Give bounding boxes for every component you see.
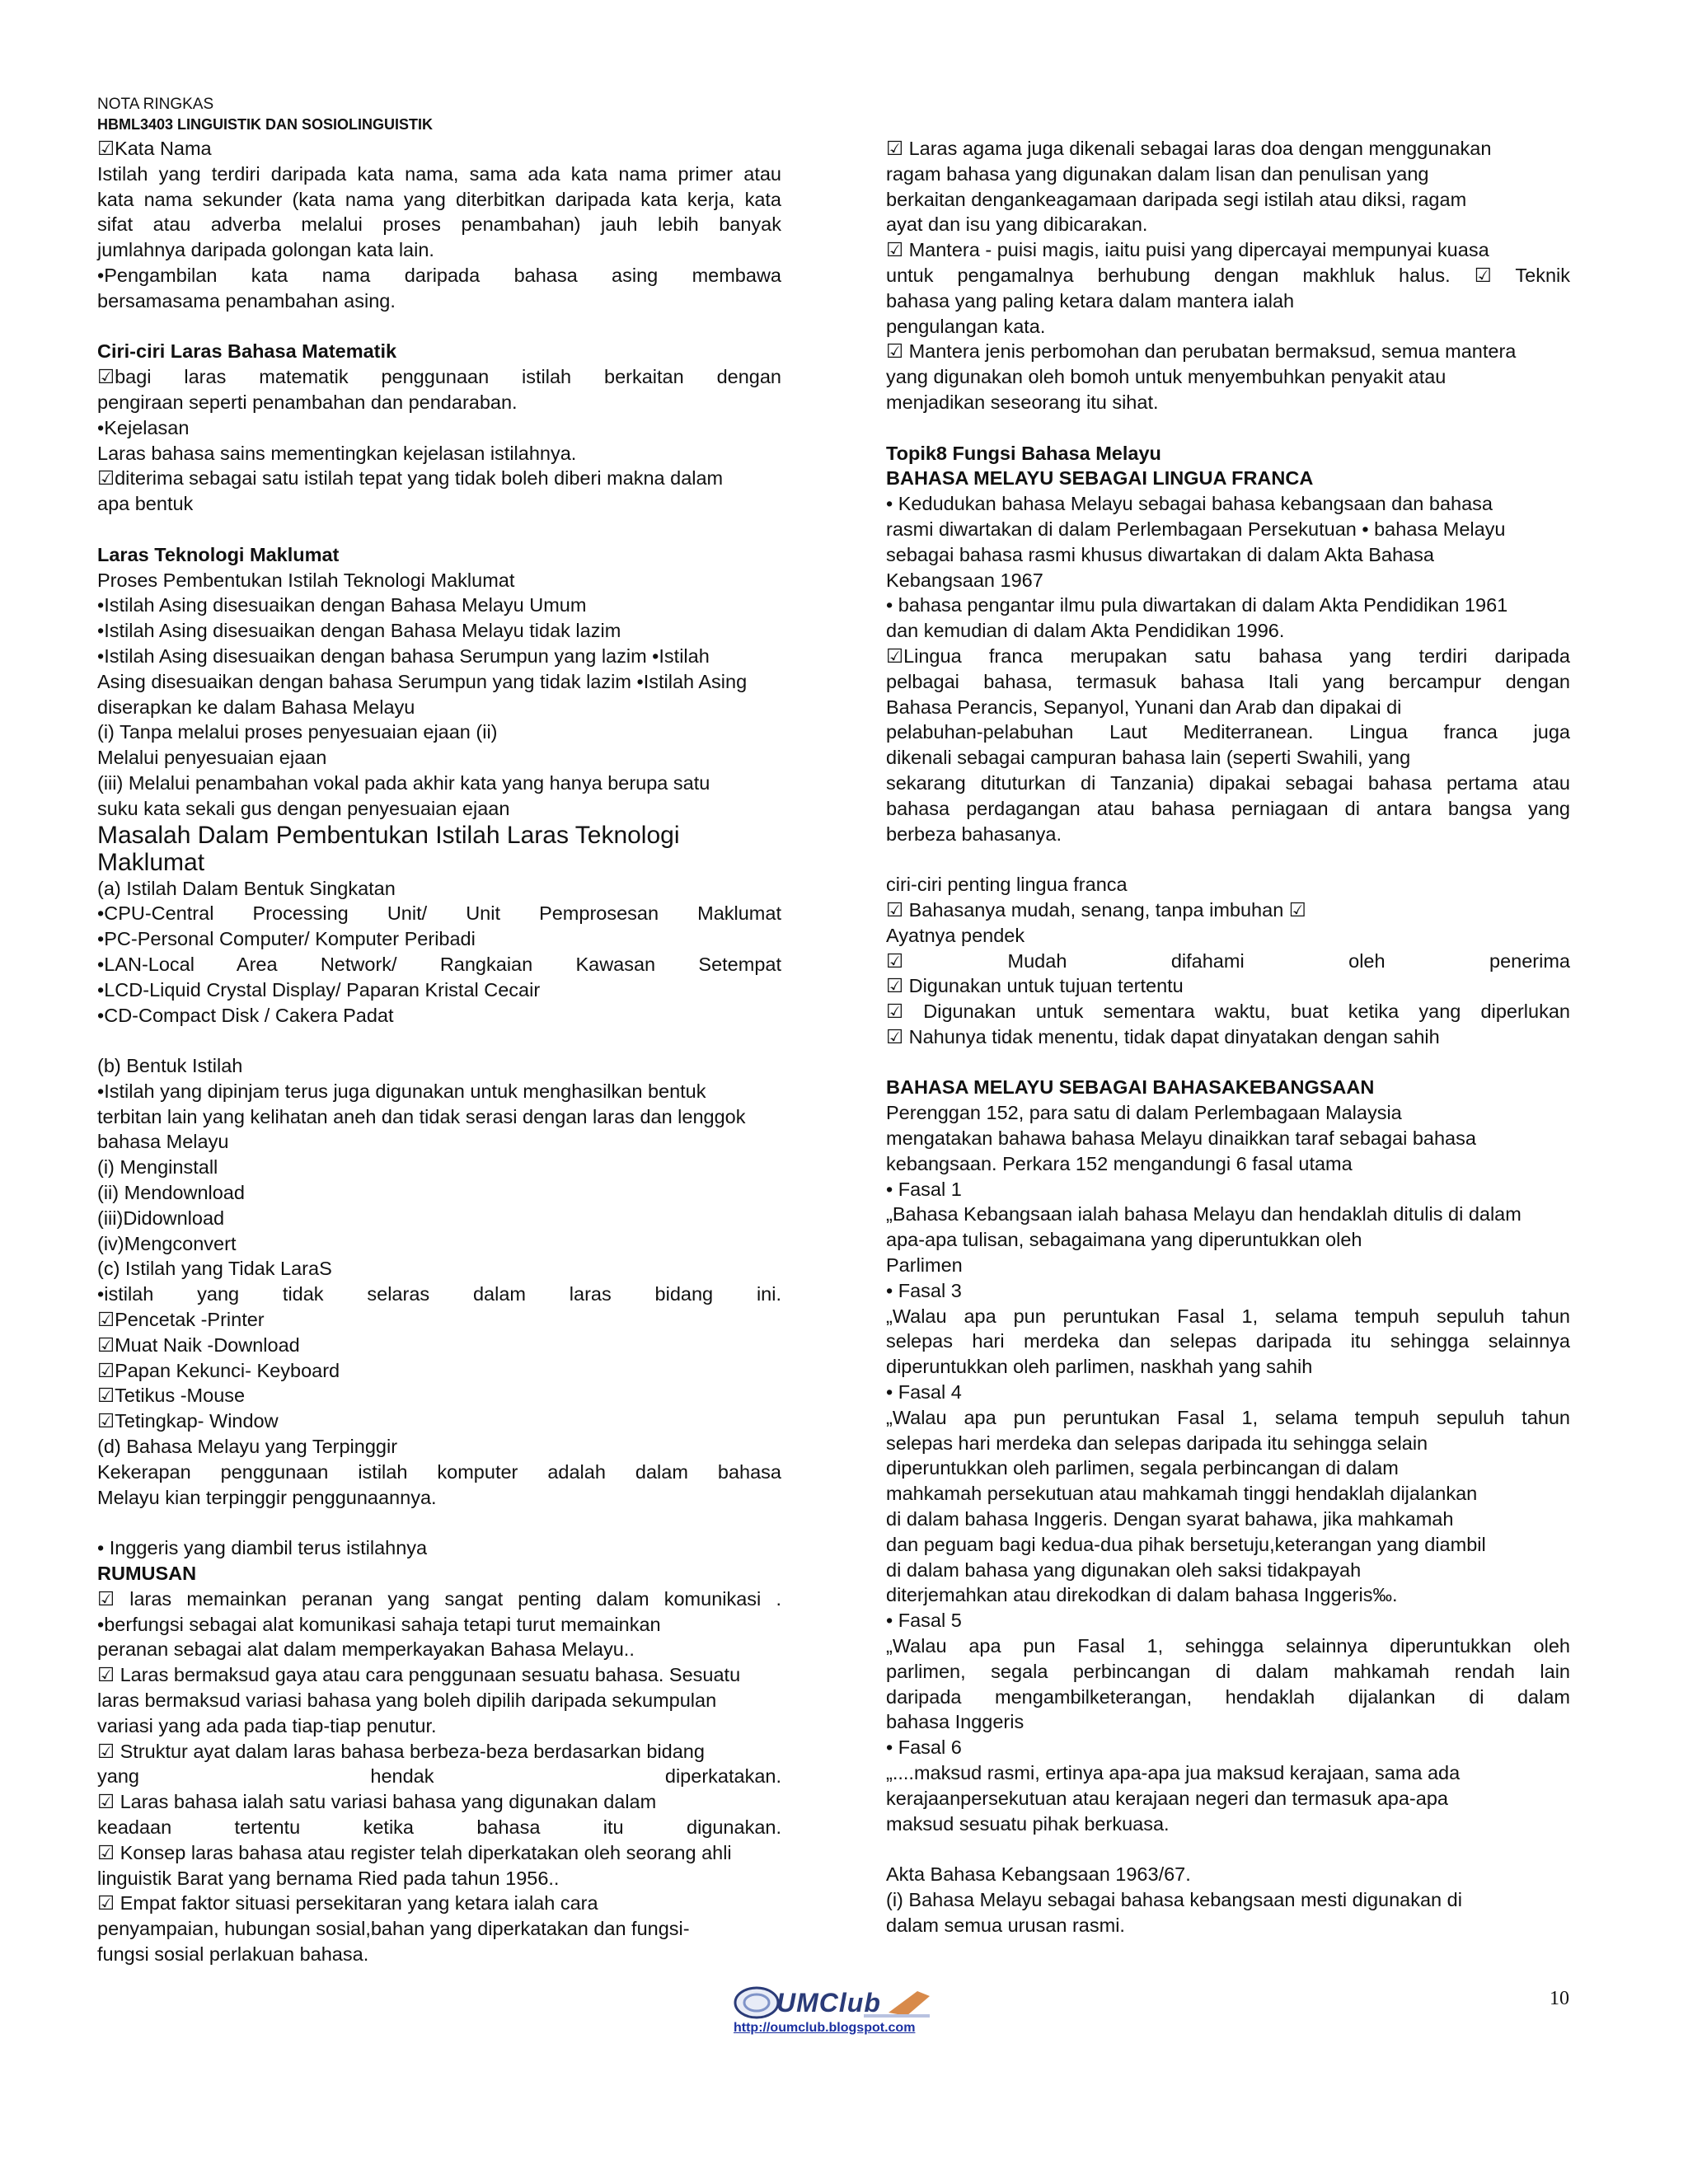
right-line: • Fasal 5 [886,1610,962,1632]
left-line: Laras bahasa sains mementingkan kejelasan istilahnya. [97,442,577,464]
left-line: (iii) Melalui penambahan vokal pada akhir kata yang hanya berupa satu [97,771,710,794]
right-line: „Walau apa pun Fasal 1, sehingga selainnya diperuntukkan oleh [886,1635,1570,1657]
right-line: maksud sesuatu pihak berkuasa. [886,1812,1170,1835]
left-line: ☑diterima sebagai satu istilah tepat yang tidak boleh diberi makna dalam [97,467,724,490]
left-line: •Istilah Asing disesuaikan dengan bahasa Serumpun yang lazim •Istilah [97,644,710,667]
left-line: •Pengambilan kata nama daripada bahasa asing membawa [97,264,781,286]
logo-text: UMClub [776,1988,881,2018]
left-line: ☑Kata Nama [97,138,212,159]
right-line: ☑ Mudah difahami oleh penerima [886,949,1570,972]
doc-title: NOTA RINGKAS [97,96,214,113]
left-line: bahasa Melayu [97,1131,229,1153]
right-line: menjadikan seseorang itu sihat. [886,391,1159,413]
right-line: ciri-ciri penting lingua franca [886,874,1128,896]
left-line: fungsi sosial perlakuan bahasa. [97,1943,369,1965]
left-line: penyampaian, hubungan sosial,bahan yang diperkatakan dan fungsi- [97,1918,690,1940]
left-line: •LAN-Local Area Network/ Rangkaian Kawasan Setempat [97,953,781,975]
right-line: kerajaanpersekutuan atau kerajaan negeri dan termasuk apa-apa [886,1787,1448,1809]
course-title: HBML3403 LINGUISTIK DAN SOSIOLINGUISTIK [97,116,434,133]
right-line [886,415,1570,441]
left-line: Proses Pembentukan Istilah Teknologi Maklumat [97,569,515,591]
right-line: Parlimen [886,1254,963,1277]
right-column [886,136,1570,1938]
right-line: mengatakan bahawa bahasa Melayu dinaikkan taraf sebagai bahasa [886,1127,1476,1150]
left-line: •Istilah yang dipinjam terus juga digunakan untuk menghasilkan bentuk [97,1080,706,1102]
left-line [97,1028,781,1053]
left-line: • Inggeris yang diambil terus istilahnya [97,1537,428,1559]
right-line: Akta Bahasa Kebangsaan 1963/67. [886,1863,1191,1886]
right-line: bahasa yang paling ketara dalam mantera ialah [886,289,1295,312]
right-line: pelbagai bahasa, termasuk bahasa Itali yang bercampur dengan [886,670,1570,692]
right-line: • Fasal 3 [886,1279,962,1301]
left-line: •Istilah Asing disesuaikan dengan Bahasa Melayu tidak lazim [97,620,621,642]
right-line: ragam bahasa yang digunakan dalam lisan dan penulisan yang [886,162,1429,185]
left-line [97,517,781,542]
right-line: diperuntukkan oleh parlimen, segala perbincangan di dalam [886,1457,1399,1479]
right-line: Bahasa Perancis, Sepanyol, Yunani dan Arab dan dipakai di [886,696,1402,718]
right-line: „Bahasa Kebangsaan ialah bahasa Melayu dan hendaklah ditulis di dalam [886,1203,1522,1226]
right-line: dikenali sebagai campuran bahasa lain (seperti Swahili, yang [886,747,1411,769]
left-line: ☑bagi laras matematik penggunaan istilah berkaitan dengan [97,366,781,388]
left-line: ☑ Laras bahasa ialah satu variasi bahasa yang digunakan dalam [97,1791,657,1813]
right-line: rasmi diwartakan di dalam Perlembagaan Persekutuan • bahasa Melayu [886,518,1506,540]
left-line: ☑ Struktur ayat dalam laras bahasa berbeza-beza berdasarkan bidang [97,1740,705,1762]
left-line: ☑Tetingkap- Window [97,1410,279,1432]
page-number: 10 [1550,1988,1569,2009]
right-line: ☑ Mantera - puisi magis, iaitu puisi yang dipercayai mempunyai kuasa [886,239,1489,261]
right-line: „Walau apa pun peruntukan Fasal 1, selama tempuh sepuluh tahun [886,1305,1570,1327]
right-line: ☑ Bahasanya mudah, senang, tanpa imbuhan ☑ [886,898,1306,921]
right-line: • Fasal 6 [886,1736,962,1759]
right-line: kebangsaan. Perkara 152 mengandungi 6 fasal utama [886,1152,1353,1174]
right-line: ☑ Digunakan untuk sementara waktu, buat ketika yang diperlukan [886,1001,1570,1023]
right-line: di dalam bahasa yang digunakan oleh saksi tidakpayah [886,1558,1362,1581]
left-line: (d) Bahasa Melayu yang Terpinggir [97,1436,398,1458]
right-line: pengulangan kata. [886,315,1046,337]
left-line: •berfungsi sebagai alat komunikasi sahaja tetapi turut memainkan [97,1613,661,1635]
left-line: •CPU-Central Processing Unit/ Unit Pemprosesan Maklumat [97,902,781,925]
right-line: sekarang dituturkan di Tanzania) dipakai sebagai bahasa pertama atau [886,771,1570,794]
right-line: „....maksud rasmi, ertinya apa-apa jua maksud kerajaan, sama ada [886,1762,1461,1783]
right-line: di dalam bahasa Inggeris. Dengan syarat bahawa, jika mahkamah [886,1508,1454,1530]
left-line: Laras Teknologi Maklumat [97,543,340,565]
right-line: pelabuhan-pelabuhan Laut Mediterranean. Lingua franca juga [886,721,1570,743]
right-line: Perenggan 152, para satu di dalam Perlembagaan Malaysia [886,1102,1402,1124]
right-line: ☑ Digunakan untuk tujuan tertentu [886,975,1184,997]
left-line: sifat atau adverba melalui proses penambahan) jauh lebih banyak [97,213,781,236]
left-line: bersamasama penambahan asing. [97,289,396,312]
left-line: •istilah yang tidak selaras dalam laras bidang ini. [97,1283,781,1305]
left-line: Asing disesuaikan dengan bahasa Serumpun yang tidak lazim •Istilah Asing [97,670,748,692]
right-line: apa-apa tulisan, sebagaimana yang diperuntukkan oleh [886,1229,1362,1251]
right-line: • bahasa pengantar ilmu pula diwartakan di dalam Akta Pendidikan 1961 [886,594,1508,616]
left-line: (b) Bentuk Istilah [97,1055,243,1077]
left-line: diserapkan ke dalam Bahasa Melayu [97,696,415,718]
left-line [97,1510,781,1535]
left-column [97,136,781,1967]
right-line: ☑Lingua franca merupakan satu bahasa yang terdiri daripada [886,644,1570,667]
left-line: laras bermaksud variasi bahasa yang boleh dipilih daripada sekumpulan [97,1690,717,1712]
left-line: ☑Tetikus -Mouse [97,1385,246,1407]
left-line: jumlahnya daripada golongan kata lain. [97,239,434,261]
right-line: • Fasal 4 [886,1381,962,1404]
left-line: (c) Istilah yang Tidak LaraS [97,1258,332,1280]
right-line: • Kedudukan bahasa Melayu sebagai bahasa kebangsaan dan bahasa [886,493,1493,515]
right-line: Topik8 Fungsi Bahasa Melayu [886,442,1161,464]
left-line: kata nama sekunder (kata nama yang diterbitkan daripada kata kerja, kata [97,188,781,210]
right-line: sebagai bahasa rasmi khusus diwartakan di dalam Akta Bahasa [886,543,1434,565]
left-line: (iv)Mengconvert [97,1232,237,1254]
left-line: Melayu kian terpinggir penggunaannya. [97,1486,437,1508]
right-line: diperuntukkan oleh parlimen, naskhah yang sahih [886,1356,1313,1378]
right-line: ☑ Mantera jenis perbomohan dan perubatan bermaksud, semua mantera [886,340,1517,363]
right-line: (i) Bahasa Melayu sebagai bahasa kebangsaan mesti digunakan di [886,1888,1462,1910]
right-line: BAHASA MELAYU SEBAGAI BAHASAKEBANGSAAN [886,1076,1375,1099]
left-line: apa bentuk [97,493,194,515]
left-line: •LCD-Liquid Crystal Display/ Paparan Kristal Cecair [97,978,541,1001]
left-line: yang hendak diperkatakan. [97,1765,781,1788]
right-line: selepas hari merdeka dan selepas daripada itu sehingga selain [886,1432,1428,1454]
right-line: dalam semua urusan rasmi. [886,1914,1125,1936]
right-line: dan peguam bagi kedua-dua pihak bersetuju,keterangan yang diambil [886,1533,1486,1555]
right-line: dan kemudian di dalam Akta Pendidikan 1996. [886,620,1285,642]
left-line: Maklumat [97,848,205,876]
left-line: (a) Istilah Dalam Bentuk Singkatan [97,877,396,899]
left-line: pengiraan seperti penambahan dan pendaraban. [97,391,518,413]
footer [725,1985,973,2042]
right-line: berkaitan dengankeagamaan daripada segi istilah atau diksi, ragam [886,188,1467,210]
left-line: linguistik Barat yang bernama Ried pada tahun 1956.. [97,1867,560,1889]
left-line: •Istilah Asing disesuaikan dengan Bahasa Melayu Umum [97,594,587,616]
left-line: ☑Papan Kekunci- Keyboard [97,1359,340,1381]
left-line: Istilah yang terdiri daripada kata nama, sama ada kata nama primer atau [97,162,781,185]
right-line: daripada mengambilketerangan, hendaklah dijalankan di dalam [886,1685,1570,1708]
left-line: (i) Tanpa melalui proses penyesuaian ejaan (ii) [97,721,498,743]
left-line: ☑Muat Naik -Download [97,1333,300,1356]
page-header [97,94,433,135]
right-line: bahasa perdagangan atau bahasa perniagaan di antara bangsa yang [886,797,1570,819]
left-line: suku kata sekali gus dengan penyesuaian ejaan [97,797,510,819]
left-line: (ii) Mendownload [97,1182,245,1204]
right-line: ☑ Laras agama juga dikenali sebagai laras doa dengan menggunakan [886,138,1492,159]
right-line [886,846,1570,872]
right-line [886,1836,1570,1862]
right-line: mahkamah persekutuan atau mahkamah tinggi hendaklah dijalankan [886,1483,1478,1505]
right-line: „Walau apa pun peruntukan Fasal 1, selama tempuh sepuluh tahun [886,1406,1570,1428]
right-line: bahasa Inggeris [886,1711,1025,1733]
right-line: parlimen, segala perbincangan di dalam mahkamah rendah lain [886,1660,1570,1682]
left-line: keadaan tertentu ketika bahasa itu digunakan. [97,1816,781,1838]
right-line: Ayatnya pendek [886,924,1025,946]
right-line [886,1050,1570,1076]
left-line: •PC-Personal Computer/ Komputer Peribadi [97,928,476,950]
left-line: peranan sebagai alat dalam memperkayakan Bahasa Melayu.. [97,1638,635,1661]
left-line: •CD-Compact Disk / Cakera Padat [97,1004,394,1026]
left-line: Masalah Dalam Pembentukan Istilah Laras Teknologi [97,821,680,849]
left-line: ☑Pencetak -Printer [97,1309,265,1331]
right-line: ☑ Nahunya tidak menentu, tidak dapat dinyatakan dengan sahih [886,1025,1440,1047]
left-line: ☑ Konsep laras bahasa atau register telah diperkatakan oleh seorang ahli [97,1841,732,1863]
left-line: ☑ Laras bermaksud gaya atau cara penggunaan sesuatu bahasa. Sesuatu [97,1664,741,1686]
right-line: berbeza bahasanya. [886,823,1062,845]
left-line: variasi yang ada pada tiap-tiap penutur. [97,1714,437,1736]
left-line: Kekerapan penggunaan istilah komputer adalah dalam bahasa [97,1460,781,1483]
left-line: •Kejelasan [97,416,190,438]
blog-url-link[interactable]: http://oumclub.blogspot.com [734,2021,916,2035]
left-line: (i) Menginstall [97,1156,218,1179]
right-line: • Fasal 1 [886,1178,962,1200]
right-line: Kebangsaan 1967 [886,569,1043,591]
left-line [97,314,781,340]
right-line: BAHASA MELAYU SEBAGAI LINGUA FRANCA [886,467,1314,490]
left-line: ☑ Empat faktor situasi persekitaran yang ketara ialah cara [97,1892,598,1915]
left-line: ☑ laras memainkan peranan yang sangat penting dalam komunikasi . [97,1587,781,1610]
right-line: selepas hari merdeka dan selepas daripada itu sehingga selainnya [886,1330,1570,1352]
right-line: yang digunakan oleh bomoh untuk menyembuhkan penyakit atau [886,366,1447,388]
right-line: diterjemahkan atau direkodkan di dalam bahasa Inggeris‰. [886,1584,1398,1606]
left-line: Melalui penyesuaian ejaan [97,747,327,769]
right-line: untuk pengamalnya berhubung dengan makhluk halus. ☑ Teknik [886,264,1570,286]
left-line: RUMUSAN [97,1563,197,1585]
right-line: ayat dan isu yang dibicarakan. [886,213,1148,236]
left-line: Ciri-ciri Laras Bahasa Matematik [97,340,397,363]
left-line: terbitan lain yang kelihatan aneh dan tidak serasi dengan laras dan lenggok [97,1105,746,1127]
left-line: (iii)Didownload [97,1207,225,1229]
